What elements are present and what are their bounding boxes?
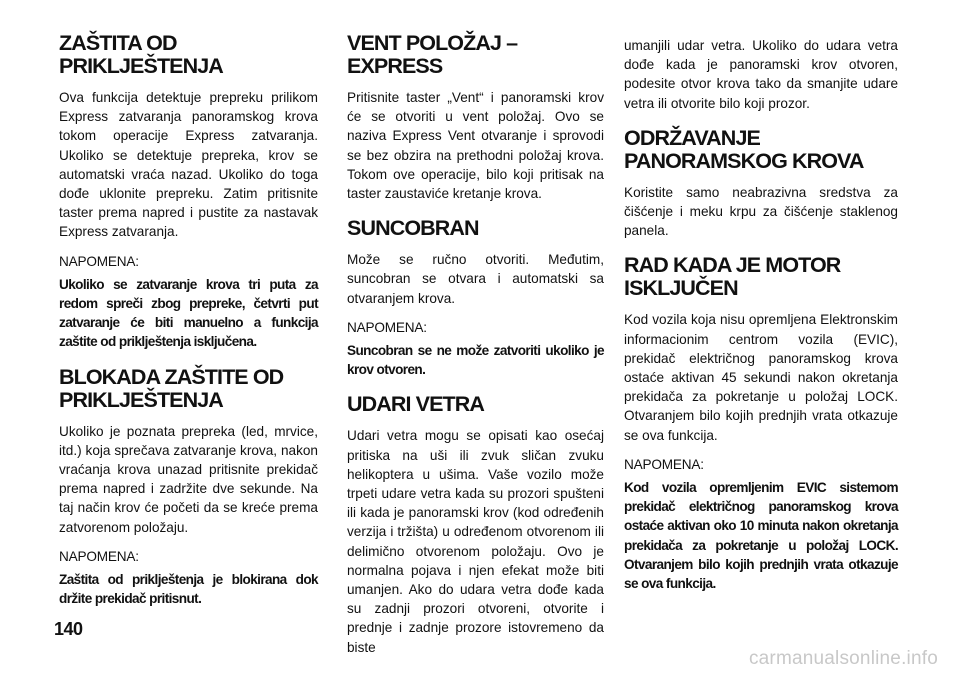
heading-pinch-block: BLOKADA ZAŠTITE OD PRIKLJEŠTENJA [59,364,284,412]
watermark: carmanualsonline.info [748,648,938,669]
column-middle [347,32,604,665]
column-left [59,32,318,618]
note-label: NAPOMENA: [624,456,704,472]
paragraph-sunshade: Može se ručno otvoriti. Međutim, suncobran se otvara i automatski sa otvaranjem krova. [347,252,604,306]
paragraph-vent-express: Pritisnite taster „Vent“ i panoramski krov će se otvoriti u vent položaj. Ovo se naziva Express Vent otvaranje i sprovodi se bez obzira na prethodni položaj krova. Tokom ove operacije, bilo koji pritisak na taster zaustaviće kretanje krova. [347,90,604,202]
heading-wind-buffeting: UDARI VETRA [347,392,485,417]
note-label: NAPOMENA: [347,319,427,335]
note-text: Zaštita od priklještenja je blokirana dok držite prekidač pritisnut. [59,572,318,607]
heading-sunshade: SUNCOBRAN [347,216,479,241]
note-text: Suncobran se ne može zatvoriti ukoliko je krov otvoren. [347,343,604,378]
page-number: 140 [54,619,83,639]
note-text: Kod vozila opremljenim EVIC sistemom prekidač električnog panoramskog krova ostaće aktivan oko 10 minuta nakon okretanja prekidača za pokretanje u položaj LOCK. Otvaranjem bilo kojih prednjih vrata otkazuje se ova funkcija. [624,480,898,592]
paragraph-pinch-block: Ukoliko je poznata prepreka (led, mrvice, itd.) koja sprečava zatvaranje krova, nakon vraćanja krova unazad pritisnite prekidač prema napred i zadržite dve sekunde. Na taj način krov će početi da se kreće prema zatvorenom položaju. [59,423,318,535]
heading-pinch-protection: ZAŠTITA OD PRIKLJEŠTENJA [59,31,223,78]
note-text: Ukoliko se zatvaranje krova tri puta za redom spreči zbog prepreke, četvrti put zatvaranje će biti manuelno a funkcija zaštite od priklještenja isključena. [59,276,318,350]
heading-ignition-off-operation: RAD KADA JE MOTOR ISKLJUČEN [624,253,841,301]
paragraph-wind-buffeting-continued: umanjili udar vetra. Ukoliko do udara vetra dođe kada je panoramski krov otvoren, podesite otvor krova tako da smanjite udare vetra ili otvorite bilo koji prozor. [624,38,898,111]
column-right [624,36,898,603]
paragraph-roof-maintenance: Koristite samo neabrazivna sredstva za čišćenje i meku krpu za čišćenje staklenog panela. [624,184,898,239]
heading-vent-express: VENT POLOŽAJ – EXPRESS [347,31,518,78]
paragraph-ignition-off-operation: Kod vozila koja nisu opremljena Elektronskim informacionim centrom vozila (EVIC), prekidač električnog panoramskog krova ostaće aktivan 45 sekundi nakon okretanja prekidača za pokretanje u položaj LOCK. Otvaranjem bilo kojih prednjih vrata otkazuje se ova funkcija. [624,312,898,443]
paragraph-pinch-protection: Ova funkcija detektuje prepreku prilikom Express zatvaranja panoramskog krova tokom operacije Express zatvaranja. Ukoliko se detektuje prepreka, krov se automatski vraća nazad. Ukoliko do toga dođe uklonite prepreku. Zatim pritisnite taster prema napred i pustite za nastavak Express zatvaranja. [59,90,318,240]
note-label: NAPOMENA: [59,548,139,564]
paragraph-wind-buffeting: Udari vetra mogu se opisati kao osećaj pritiska na uši ili zvuk sličan zvuku helikoptera u ušima. Vaše vozilo može trpeti udare vetra kada su prozori spušteni ili kada je panoramski krov (kod određenih verzija i tržišta) u određenom otvorenom ili delimično otvorenom položaju. Ovo je normalna pojava i njen efekat može biti umanjen. Ako do udara vetra dođe kada su zadnji prozori otvoreni, otvorite i prednje i zadnje prozore istovremeno da biste [347,428,604,655]
note-label: NAPOMENA: [59,253,139,269]
heading-roof-maintenance: ODRŽAVANJE PANORAMSKOG KROVA [624,125,864,173]
